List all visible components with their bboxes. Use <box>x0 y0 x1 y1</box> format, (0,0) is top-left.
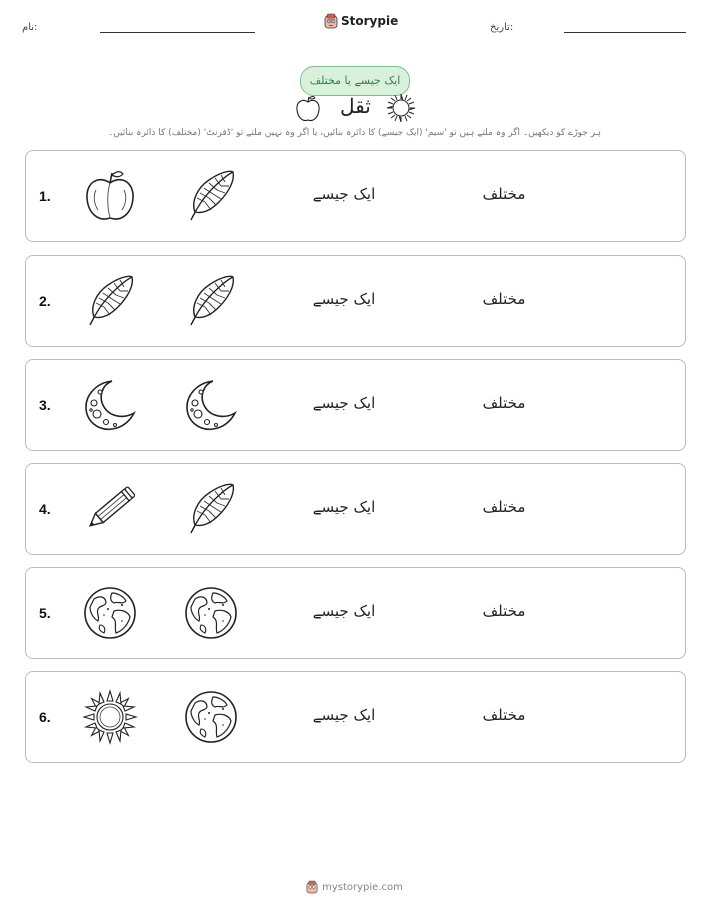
footer-link[interactable]: mystorypie.com <box>322 881 403 893</box>
sun-icon <box>82 689 138 745</box>
sun-icon <box>385 92 417 124</box>
name-label: نام: <box>22 22 38 33</box>
moon-icon <box>183 377 239 433</box>
row-number: 5. <box>39 605 51 621</box>
different-option[interactable]: مختلف <box>482 290 526 308</box>
different-option[interactable]: مختلف <box>482 706 526 724</box>
row-number: 3. <box>39 397 51 413</box>
row-number: 1. <box>39 188 51 204</box>
exercise-row <box>25 463 686 555</box>
row-number: 6. <box>39 709 51 725</box>
pencil-icon <box>82 481 138 537</box>
date-line[interactable] <box>564 32 686 33</box>
same-option[interactable]: ایک جیسے <box>312 185 376 203</box>
earth-icon <box>183 689 239 745</box>
exercise-row <box>25 671 686 763</box>
row-number: 2. <box>39 293 51 309</box>
apple-icon <box>294 94 322 124</box>
instructions: ہر جوڑے کو دیکھیں۔ اگر وہ ملتے ہیں تو 'سیم' (ایک جیسے) کا دائرہ بنائیں، یا اگر وہ نہیں ملتے تو 'ڈفرنٹ' (مختلف) کا دائرہ بنائیں۔ <box>108 128 601 138</box>
brand-logo <box>324 13 398 29</box>
feather-icon <box>183 481 239 537</box>
footer <box>0 880 709 894</box>
feather-icon <box>183 273 239 329</box>
feather-icon <box>183 168 239 224</box>
name-line[interactable] <box>100 32 255 33</box>
exercise-row <box>25 150 686 242</box>
same-option[interactable]: ایک جیسے <box>312 290 376 308</box>
same-option[interactable]: ایک جیسے <box>312 706 376 724</box>
different-option[interactable]: مختلف <box>482 498 526 516</box>
title-block <box>290 90 420 124</box>
same-option[interactable]: ایک جیسے <box>312 394 376 412</box>
exercise-row <box>25 567 686 659</box>
apple-icon <box>82 168 138 224</box>
earth-icon <box>82 585 138 641</box>
brand-name: Storypie <box>341 14 399 28</box>
exercise-row <box>25 359 686 451</box>
storypie-mascot-icon <box>306 880 318 894</box>
exercise-row <box>25 255 686 347</box>
same-option[interactable]: ایک جیسے <box>312 602 376 620</box>
same-option[interactable]: ایک جیسے <box>312 498 376 516</box>
different-option[interactable]: مختلف <box>482 394 526 412</box>
date-label: تاریخ: <box>490 22 514 33</box>
moon-icon <box>82 377 138 433</box>
storypie-mascot-icon <box>324 13 338 29</box>
different-option[interactable]: مختلف <box>482 602 526 620</box>
different-option[interactable]: مختلف <box>482 185 526 203</box>
worksheet-type-badge: ایک جیسے یا مختلف <box>300 66 410 96</box>
row-number: 4. <box>39 501 51 517</box>
earth-icon <box>183 585 239 641</box>
feather-icon <box>82 273 138 329</box>
page-title: ثقل <box>340 94 371 118</box>
